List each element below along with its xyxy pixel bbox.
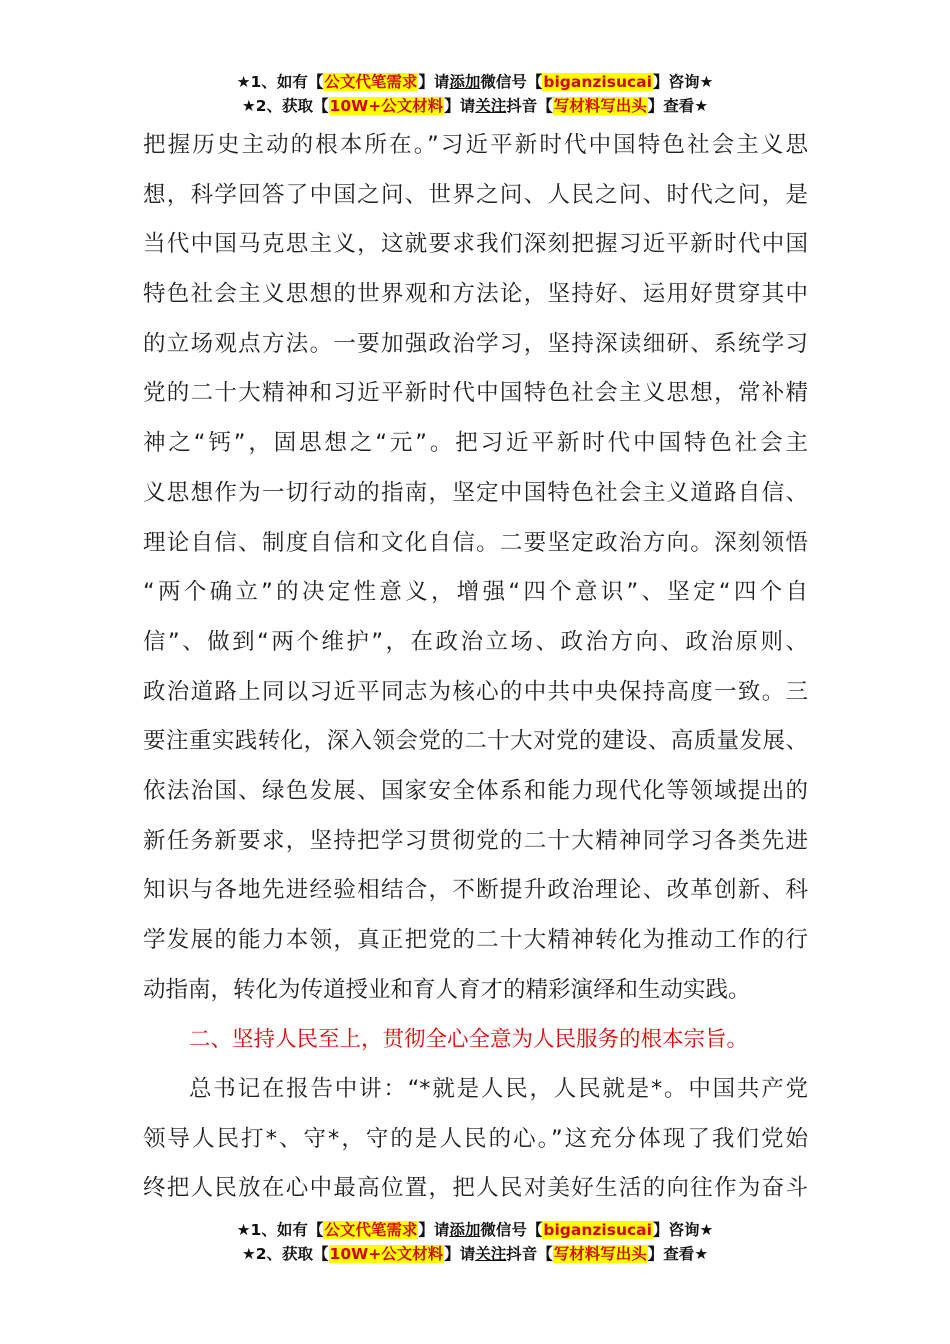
promo-text: 】请 [444,97,476,115]
promo-text: 微信号【 [480,73,543,91]
promo-underlined: 关注 [475,97,507,115]
promo-underlined: 添加 [449,1221,481,1239]
document-body [143,121,808,1214]
body-line: 把握历史主动的根本所在。”习近平新时代中国特色社会主义思 [143,132,808,158]
promo-text: 微信号【 [480,1221,543,1239]
promo-text: ★1、如有【 [236,1221,324,1239]
promo-text: ★2、获取【 [241,1245,329,1263]
body-line: 要注重实践转化，深入领会党的二十大对党的建设、高质量发展、 [143,728,808,755]
body-line: 动指南，转化为传道授业和育人育才的精彩演绎和生动实践。 [143,976,751,1003]
promo-line-2 [0,1242,950,1266]
promo-underlined: 添加 [449,73,481,91]
promo-text: 抖音【 [506,1245,553,1263]
body-line: 总书记在报告中讲：“*就是人民，人民就是*。中国共产党 [189,1076,808,1103]
promo-text: 】查看★ [647,97,709,115]
promo-text: 抖音【 [506,97,553,115]
body-line: 领导人民打*、守*，守的是人民的心。”这充分体现了我们党始 [143,1125,808,1152]
highlight-materials: 10W+公文材料 [329,97,444,115]
bottom-promo-banner [0,1218,950,1266]
promo-underlined: 关注 [475,1245,507,1263]
promo-text: 】查看★ [647,1245,709,1263]
body-line: 新任务新要求，坚持把学习贯彻党的二十大精神同学习各类先进 [143,827,808,854]
highlight-materials: 10W+公文材料 [329,1245,444,1263]
promo-text: ★1、如有【 [236,73,324,91]
highlight-service: 公文代笔需求 [324,73,418,91]
body-line: 党的二十大精神和习近平新时代中国特色社会主义思想，常补精 [143,380,808,407]
body-line: 依法治国、绿色发展、国家安全体系和能力现代化等领域提出的 [143,777,808,804]
promo-text: 】请 [418,73,450,91]
promo-line-1 [0,1218,950,1242]
section-heading: 二、坚持人民至上，贯彻全心全意为人民服务的根本宗旨。 [189,1027,749,1053]
body-line: 终把人民放在心中最高位置，把人民对美好生活的向往作为奋斗 [143,1175,808,1202]
promo-text: ★2、获取【 [241,97,329,115]
body-line: 义思想作为一切行动的指南，坚定中国特色社会主义道路自信、 [143,479,808,506]
highlight-douyin-account: 写材料写出头 [553,1245,647,1263]
body-line: 想，科学回答了中国之问、世界之问、人民之问、时代之问，是 [143,181,808,208]
promo-text: 】咨询★ [652,73,714,91]
highlight-service: 公文代笔需求 [324,1221,418,1239]
highlight-douyin-account: 写材料写出头 [553,97,647,115]
body-line: “两个确立”的决定性意义，增强“四个意识”、坚定“四个自 [143,579,808,606]
highlight-wechat-id: biganzisucai [543,1221,652,1239]
promo-text: 】请 [444,1245,476,1263]
promo-text: 】咨询★ [652,1221,714,1239]
body-line: 神之“钙”，固思想之“元”。把习近平新时代中国特色社会主 [143,430,808,457]
body-line: 理论自信、制度自信和文化自信。二要坚定政治方向。深刻领悟 [143,529,808,556]
body-line: 信”、做到“两个维护”，在政治立场、政治方向、政治原则、 [143,628,808,655]
body-line: 特色社会主义思想的世界观和方法论，坚持好、运用好贯穿其中 [143,281,808,308]
promo-text: 】请 [418,1221,450,1239]
top-promo-banner [0,70,950,118]
body-line: 的立场观点方法。一要加强政治学习，坚持深读细研、系统学习 [143,330,808,357]
promo-line-2 [0,94,950,118]
body-line: 知识与各地先进经验相结合，不断提升政治理论、改革创新、科 [143,877,808,904]
body-line: 政治道路上同以习近平同志为核心的中共中央保持高度一致。三 [143,678,808,705]
promo-line-1 [0,70,950,94]
highlight-wechat-id: biganzisucai [543,73,652,91]
body-line: 学发展的能力本领，真正把党的二十大精神转化为推动工作的行 [143,927,808,953]
body-line: 当代中国马克思主义，这就要求我们深刻把握习近平新时代中国 [143,231,808,258]
